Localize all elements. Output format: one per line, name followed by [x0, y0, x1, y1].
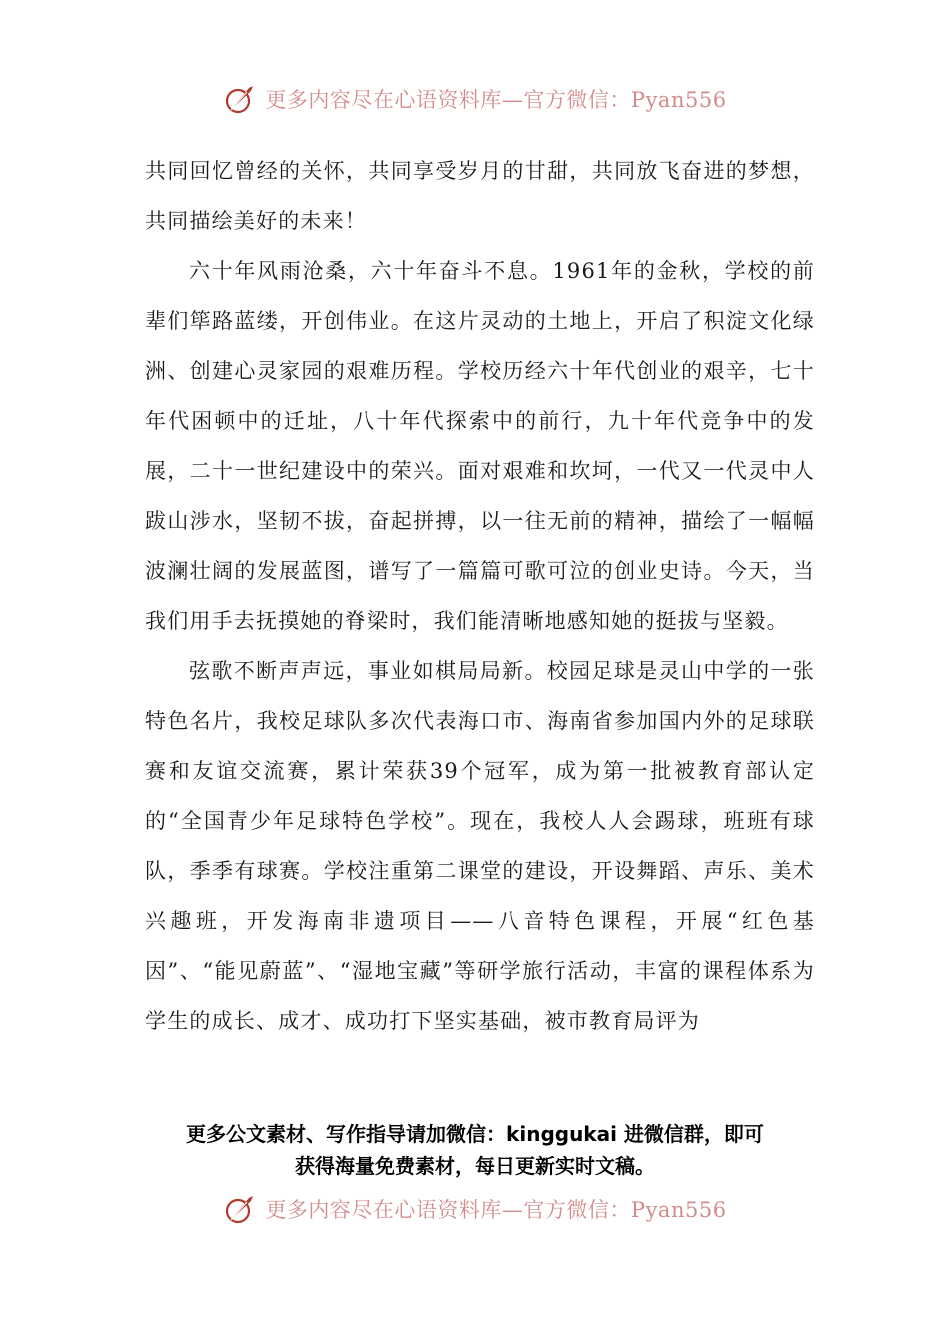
quill-pen-logo-icon	[223, 82, 257, 116]
promo-line-2: 获得海量免费素材，每日更新实时文稿。	[295, 1154, 655, 1178]
document-body	[145, 146, 815, 1046]
watermark-text: 更多内容尽在心语资料库—官方微信：Pyan556	[265, 1198, 727, 1222]
header-watermark	[0, 82, 950, 116]
promo-line-1: 更多公文素材、写作指导请加微信：kinggukai 进微信群，即可	[186, 1122, 764, 1146]
watermark-text: 更多内容尽在心语资料库—官方微信：Pyan556	[265, 88, 727, 112]
promo-notice	[0, 1118, 950, 1182]
paragraph-3: 弦歌不断声声远，事业如棋局局新。校园足球是灵山中学的一张特色名片，我校足球队多次代表海口市、海南省参加国内外的足球联赛和友谊交流赛，累计荣获39个冠军，成为第一批被教育部认定的“全国青少年足球特色学校”。现在，我校人人会踢球，班班有球队，季季有球赛。学校注重第二课堂的建设，开设舞蹈、声乐、美术兴趣班，开发海南非遗项目——八音特色课程，开展“红色基因”、“能见蔚蓝”、“湿地宝藏”等研学旅行活动，丰富的课程体系为学生的成长、成才、成功打下坚实基础，被市教育局评为	[145, 659, 815, 1033]
paragraph-2: 六十年风雨沧桑，六十年奋斗不息。1961年的金秋，学校的前辈们筚路蓝缕，开创伟业。在这片灵动的土地上，开启了积淀文化绿洲、创建心灵家园的艰难历程。学校历经六十年代创业的艰辛，七十年代困顿中的迁址，八十年代探索中的前行，九十年代竞争中的发展，二十一世纪建设中的荣兴。面对艰难和坎坷，一代又一代灵中人跋山涉水，坚韧不拔，奋起拼搏，以一往无前的精神，描绘了一幅幅波澜壮阔的发展蓝图，谱写了一篇篇可歌可泣的创业史诗。今天，当我们用手去抚摸她的脊梁时，我们能清晰地感知她的挺拔与坚毅。	[145, 259, 815, 633]
paragraph-1: 共同回忆曾经的关怀，共同享受岁月的甘甜，共同放飞奋进的梦想，共同描绘美好的未来！	[145, 159, 815, 233]
footer-watermark	[0, 1192, 950, 1226]
quill-pen-logo-icon	[223, 1192, 257, 1226]
